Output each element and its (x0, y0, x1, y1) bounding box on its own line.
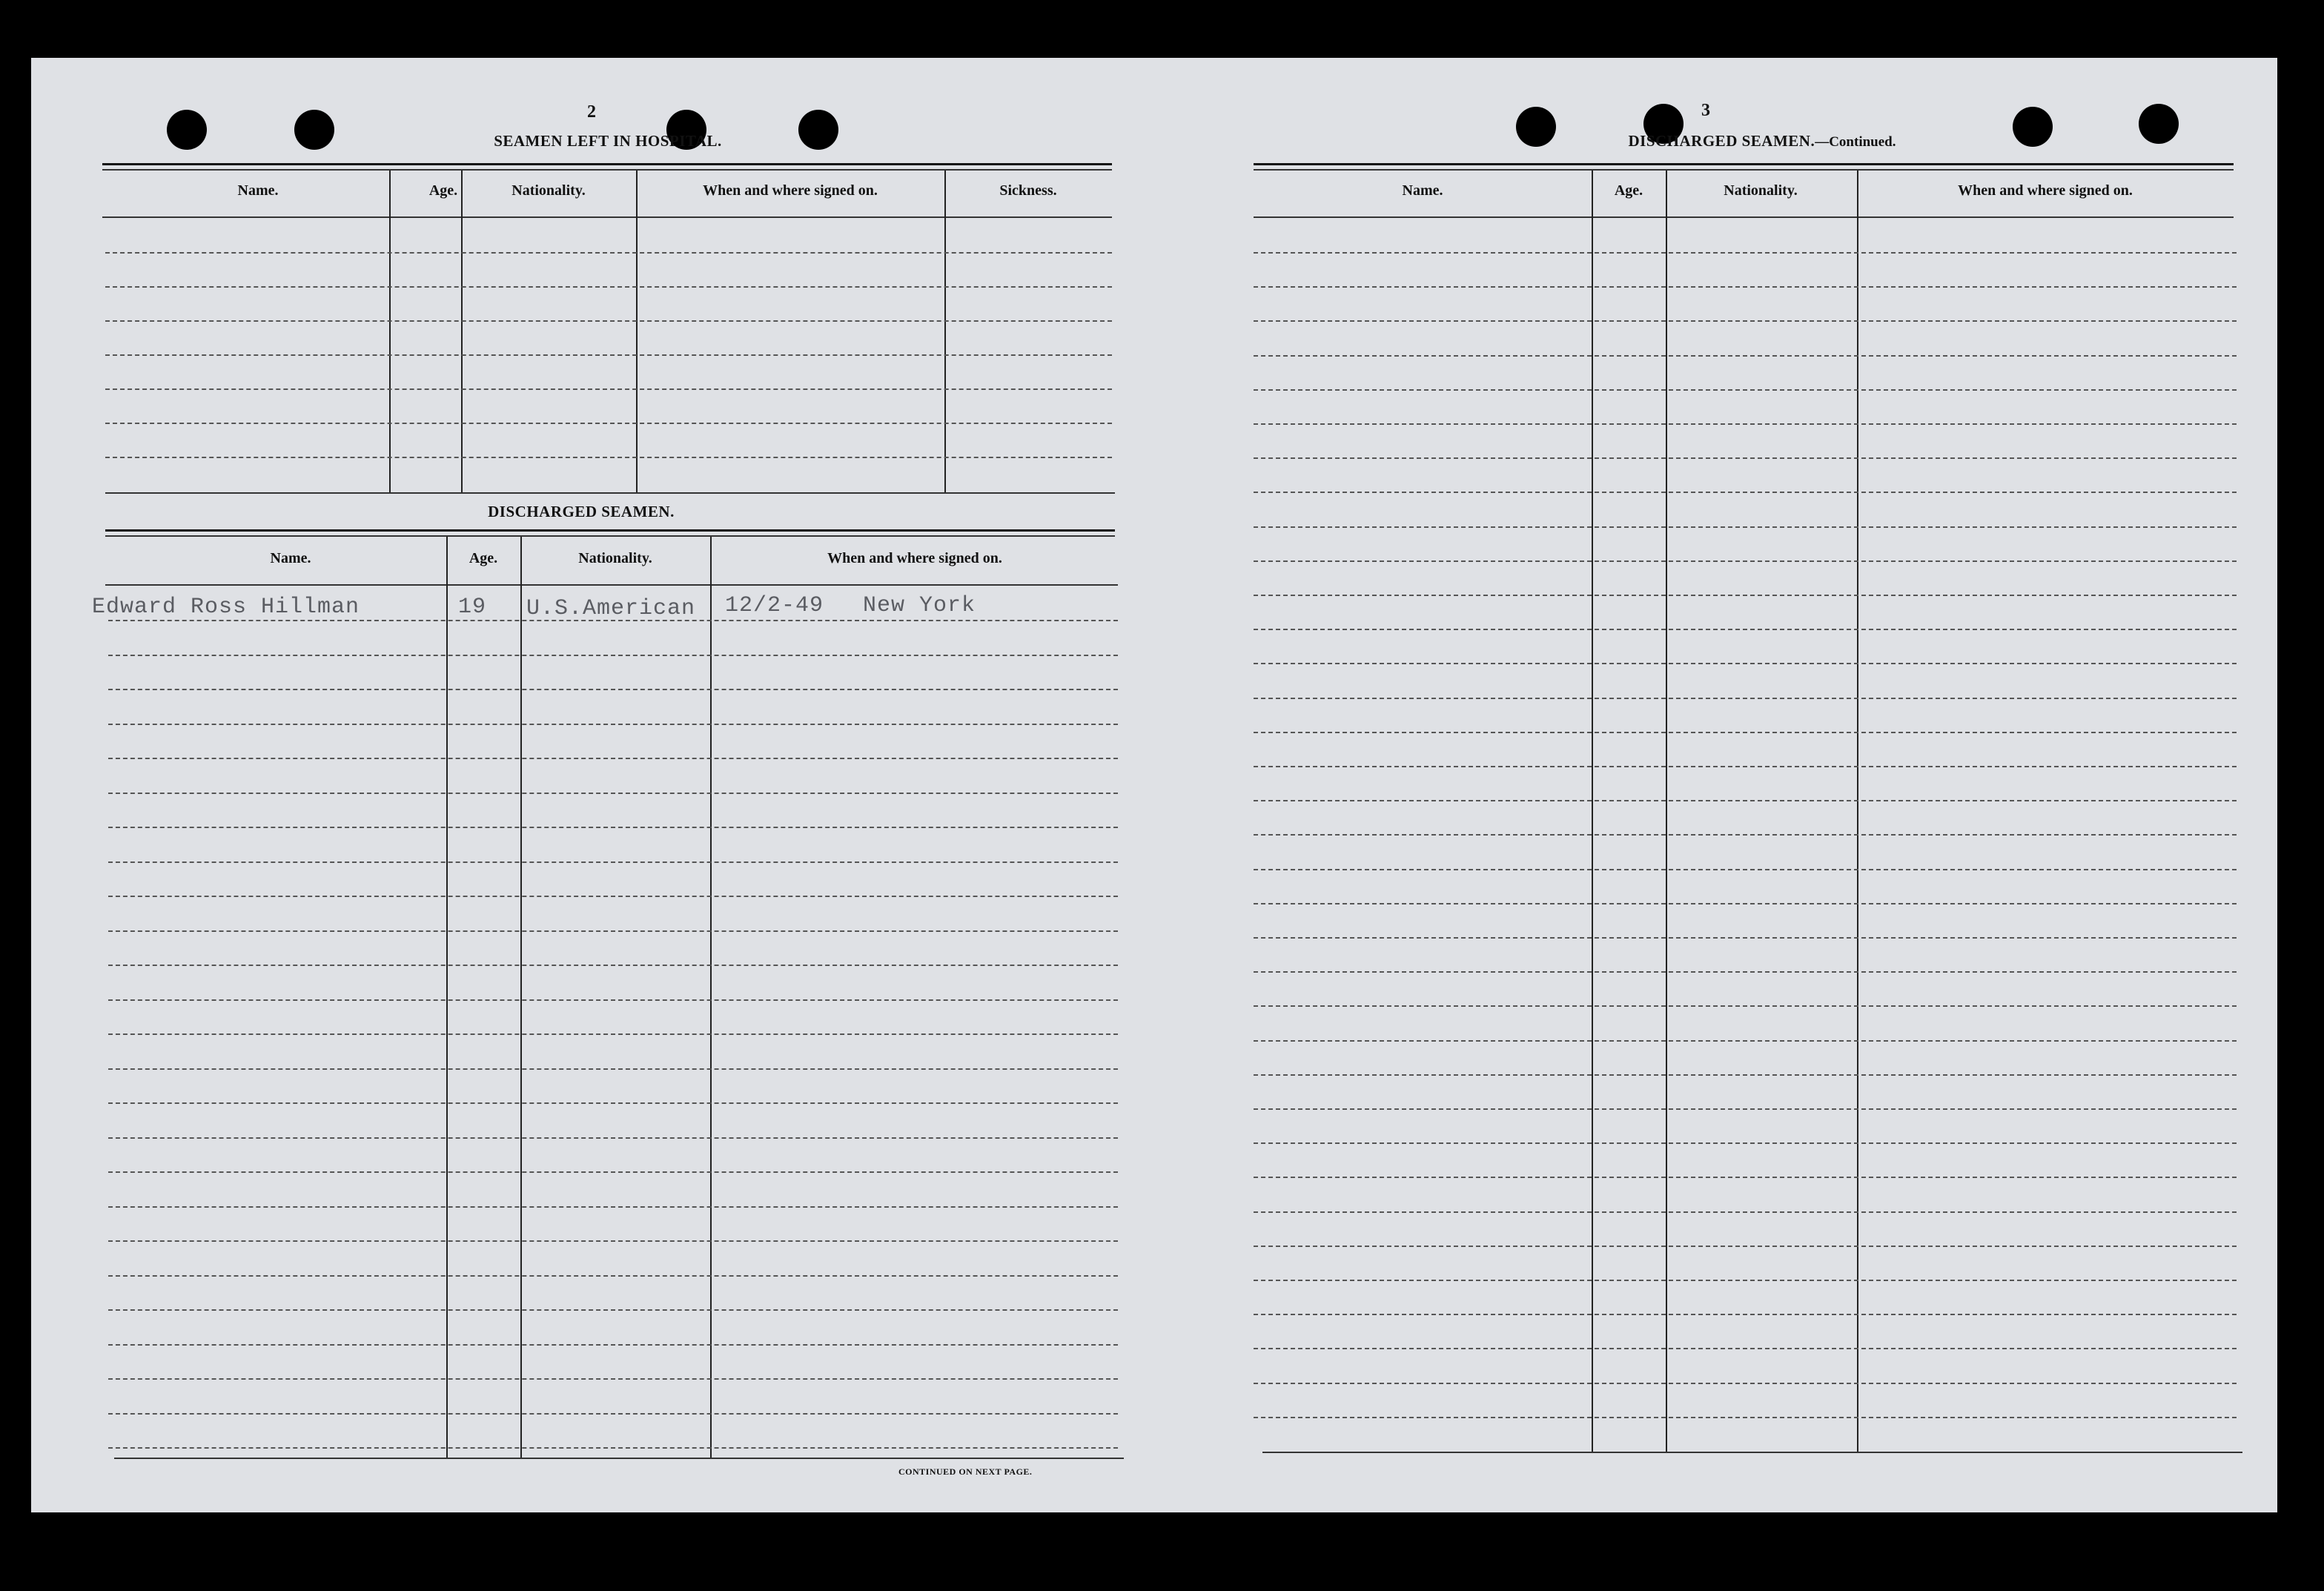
ruled-line (108, 1344, 1118, 1346)
ruled-line (1254, 423, 2237, 425)
ruled-line (1254, 663, 2237, 664)
ruled-line (108, 1102, 1118, 1104)
punch-hole (167, 110, 207, 150)
ruled-line (1254, 732, 2237, 733)
punch-hole (2013, 107, 2053, 147)
column-header-name: Name. (270, 550, 311, 566)
ruled-line (108, 1171, 1118, 1173)
ruled-line (108, 861, 1118, 863)
column-divider (636, 171, 638, 492)
punch-hole (294, 110, 334, 150)
ruled-line (108, 1378, 1118, 1380)
page-number: 2 (587, 102, 596, 122)
ruled-line (1254, 1417, 2237, 1418)
ruled-line (1254, 937, 2237, 939)
column-header-sickness: Sickness. (999, 182, 1057, 199)
header-rule (105, 584, 1118, 586)
ruled-line (1254, 1005, 2237, 1007)
ruled-line (1254, 457, 2237, 459)
table-top-rule (102, 163, 1112, 165)
ruled-line (1254, 869, 2237, 870)
ruled-line (108, 930, 1118, 932)
ruled-line (108, 1275, 1118, 1277)
ruled-line (1254, 1348, 2237, 1349)
right-page (1154, 58, 2277, 1512)
ruled-line (1254, 492, 2237, 493)
column-divider (520, 537, 522, 1458)
seaman-nationality: U.S.American (526, 596, 696, 621)
header-rule (102, 216, 1112, 218)
ruled-line (1254, 252, 2237, 254)
column-header-age: Age. (428, 182, 458, 199)
ruled-line (108, 1240, 1118, 1242)
punch-hole (1516, 107, 1556, 147)
column-header-age: Age. (469, 550, 498, 566)
column-header-name: Name. (237, 182, 279, 199)
ruled-line (105, 320, 1112, 322)
header-rule (1254, 216, 2234, 218)
column-header-nationality: Nationality. (578, 550, 652, 566)
ruled-line (108, 620, 1118, 621)
seaman-age: 19 (458, 595, 487, 620)
ruled-line (105, 457, 1112, 458)
ruled-line (108, 1206, 1118, 1208)
section-title-main: DISCHARGED SEAMEN. (1628, 132, 1815, 150)
ruled-line (1254, 1314, 2237, 1315)
table-top-rule (1254, 169, 2234, 171)
ruled-line (105, 354, 1112, 356)
ruled-line (108, 827, 1118, 828)
ruled-line (108, 793, 1118, 794)
seaman-name: Edward Ross Hillman (92, 595, 360, 620)
left-page (31, 58, 1154, 1512)
ruled-line (1254, 698, 2237, 699)
ruled-line (1254, 389, 2237, 391)
table-top-rule (102, 169, 1112, 171)
column-divider (710, 537, 712, 1458)
document-sheet (31, 58, 2277, 1512)
ruled-line (108, 724, 1118, 725)
ruled-line (105, 423, 1112, 424)
ruled-line (108, 689, 1118, 690)
table-top-rule (105, 535, 1115, 537)
column-header-signed-on: When and where signed on. (827, 550, 1002, 566)
page-number: 3 (1701, 101, 1710, 120)
column-divider (389, 171, 391, 492)
ruled-line (108, 999, 1118, 1001)
ruled-line (108, 1413, 1118, 1415)
continued-note: CONTINUED ON NEXT PAGE. (898, 1466, 1033, 1477)
ruled-line (1254, 1246, 2237, 1247)
column-header-nationality: Nationality. (512, 182, 586, 199)
ruled-line (1254, 1383, 2237, 1384)
column-header-nationality: Nationality. (1724, 182, 1798, 199)
ruled-line (1254, 1040, 2237, 1042)
signed-on-date: 12/2-49 (725, 593, 824, 618)
punch-hole (798, 110, 838, 150)
ruled-line (1254, 1177, 2237, 1178)
ruled-line (1254, 1108, 2237, 1110)
ruled-line (1254, 1142, 2237, 1144)
ruled-line (108, 1137, 1118, 1139)
table-bottom-rule (105, 492, 1115, 494)
section-title-suffix: —Continued. (1815, 134, 1896, 150)
column-header-name: Name. (1402, 182, 1443, 199)
ruled-line (1254, 286, 2237, 288)
column-divider (1857, 171, 1858, 1452)
ruled-line (1254, 560, 2237, 562)
ruled-line (105, 286, 1112, 288)
ruled-line (1254, 629, 2237, 630)
column-header-signed-on: When and where signed on. (1958, 182, 2133, 199)
ruled-line (105, 252, 1112, 254)
signed-on-place: New York (863, 593, 976, 618)
column-divider (1666, 171, 1667, 1452)
ruled-line (108, 965, 1118, 966)
hospital-section-title: SEAMEN LEFT IN HOSPITAL. (494, 132, 722, 150)
table-top-rule (1254, 163, 2234, 165)
table-top-rule (105, 529, 1115, 532)
table-bottom-rule (114, 1458, 1124, 1459)
punch-hole (2139, 104, 2179, 144)
discharged-continued-title (1577, 132, 1947, 150)
column-header-signed-on: When and where signed on. (703, 182, 878, 199)
column-header-age: Age. (1614, 182, 1643, 199)
ruled-line (1254, 355, 2237, 357)
ruled-line (108, 1447, 1118, 1449)
ruled-line (1254, 320, 2237, 322)
discharged-section-title: DISCHARGED SEAMEN. (488, 503, 675, 520)
ruled-line (1254, 800, 2237, 801)
ruled-line (105, 388, 1112, 390)
ruled-line (1254, 1074, 2237, 1076)
column-divider (1592, 171, 1593, 1452)
ruled-line (1254, 595, 2237, 596)
ruled-line (108, 1068, 1118, 1070)
ruled-line (108, 655, 1118, 656)
column-divider (446, 537, 448, 1458)
ruled-line (108, 758, 1118, 759)
ruled-line (108, 1033, 1118, 1035)
column-divider (944, 171, 946, 492)
ruled-line (108, 896, 1118, 897)
ruled-line (108, 1309, 1118, 1311)
column-divider (461, 171, 463, 492)
ruled-line (1254, 971, 2237, 973)
ruled-line (1254, 1280, 2237, 1281)
ruled-line (1254, 526, 2237, 528)
ruled-line (1254, 834, 2237, 836)
ruled-line (1254, 1211, 2237, 1213)
table-bottom-rule (1262, 1452, 2242, 1453)
ruled-line (1254, 903, 2237, 904)
ruled-line (1254, 766, 2237, 767)
